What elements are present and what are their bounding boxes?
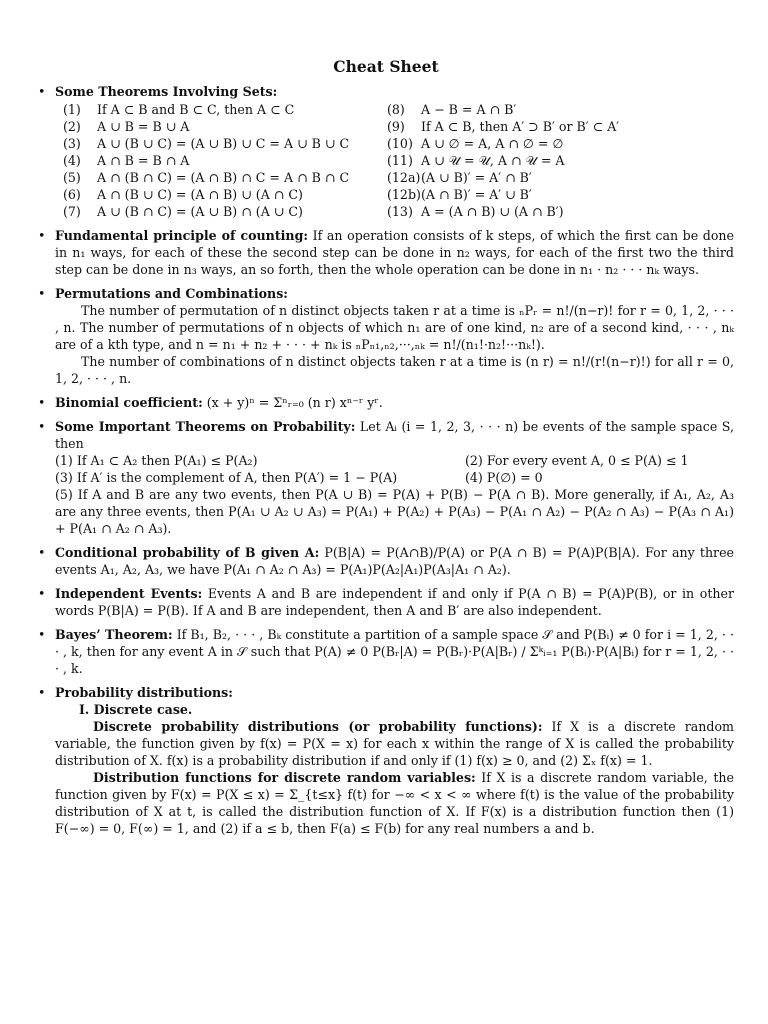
theorem-number: (13) [387,204,413,219]
theorem-expression: A ∩ (B ∪ C) = (A ∩ B) ∪ (A ∩ C) [97,187,303,202]
theorem-number: (8) [387,102,405,117]
paragraph-lead: Distribution functions for discrete random variables: [93,770,476,785]
set-theorem-row [63,118,619,135]
set-theorem-row [63,152,619,169]
section-heading: Binomial coefficient: [55,395,203,410]
set-theorem-row [63,135,619,152]
set-theorems-table [63,101,619,220]
theorem-expression: A ∪ ∅ = A, A ∩ ∅ = ∅ [421,136,564,151]
theorem-expression: A − B = A ∩ B′ [421,102,517,117]
section-intro: Let Aᵢ (i = 1, 2, 3, · · · n) be events of the sample space S, then [55,419,734,451]
theorem-number: (6) [63,187,81,202]
bullet-icon: • [38,627,46,642]
section-sets [38,83,734,220]
theorem-number: (2) [63,119,81,134]
bullet-icon: • [38,419,46,434]
theorem-expression: A = (A ∩ B) ∪ (A ∩ B′) [421,204,564,219]
section-independent [38,585,734,619]
section-probability-theorems [38,418,734,537]
bullet-icon: • [38,228,46,243]
page-title: Cheat Sheet [333,57,439,76]
section-binomial [38,394,734,411]
theorem-row [55,452,734,469]
theorem-3: (3) If A′ is the complement of A, then P(A′) = 1 − P(A) [55,470,398,485]
theorem-number: (12b) [387,187,421,202]
theorem-row [55,469,734,486]
section-heading: Some Theorems Involving Sets: [55,84,278,99]
theorem-number: (5) [63,170,81,185]
theorem-number: (3) [63,136,81,151]
theorem-4: (4) P(∅) = 0 [465,470,543,485]
section-permutations [38,285,734,387]
theorem-expression: (A ∪ B)′ = A′ ∩ B′ [421,170,532,185]
theorem-2: (2) For every event A, 0 ≤ P(A) ≤ 1 [465,453,689,468]
set-theorem-row [63,186,619,203]
set-theorem-row [63,203,619,220]
bullet-icon: • [38,395,46,410]
discrete-probability-paragraph [55,718,734,769]
section-heading: Conditional probability of B given A: [55,545,320,560]
binomial-formula: (x + y)ⁿ = Σⁿᵣ₌₀ (n r) xⁿ⁻ʳ yʳ. [206,395,383,410]
bullet-icon: • [38,545,46,560]
theorem-expression: A ∩ B = B ∩ A [97,153,190,168]
bullet-icon: • [38,286,46,301]
theorem-number: (9) [387,119,405,134]
theorem-expression: If A ⊂ B and B ⊂ C, then A ⊂ C [97,102,295,117]
section-heading: Permutations and Combinations: [55,286,288,301]
section-heading: Fundamental principle of counting: [55,228,309,243]
theorem-expression: A ∪ B = B ∪ A [97,119,190,134]
bullet-icon: • [38,84,46,99]
set-theorem-row [63,169,619,186]
theorem-expression: A ∪ (B ∩ C) = (A ∪ B) ∩ (A ∪ C) [97,204,303,219]
bullet-icon: • [38,685,46,700]
theorem-number: (7) [63,204,81,219]
section-body: If B₁, B₂, · · · , Bₖ constitute a partition of a sample space 𝒮 and P(Bᵢ) ≠ 0 for i = 1, 2, · · · , k, then for any event A in 𝒮 such that P(A) ≠ 0 P(Bᵣ|A) = P(Bᵣ)·P(A|Bᵣ) / Σᵏᵢ₌₁ P(Bᵢ)·P(A|Bᵢ) for r = 1, 2, · · · , k. [55,627,734,676]
permutations-paragraph: The number of permutation of n distinct objects taken r at a time is ₙPᵣ = n!/(n−r)! for r = 0, 1, 2, · · · , n. The number of permutations of n objects of which n₁ are of one kind, n₂ are of a second kind, · · · , nₖ are of a kth type, and n = n₁ + n₂ + · · · + nₖ is ₙPₙ₁,ₙ₂,···,ₙₖ = n!/(n₁!·n₂!···nₖ!). [55,303,734,352]
section-conditional [38,544,734,578]
theorem-number: (1) [63,102,81,117]
theorem-number: (11) [387,153,413,168]
section-heading: Probability distributions: [55,685,233,700]
distribution-function-paragraph [55,769,734,837]
section-heading: Some Important Theorems on Probability: [55,419,356,434]
theorem-number: (4) [63,153,81,168]
theorem-1: (1) If A₁ ⊂ A₂ then P(A₁) ≤ P(A₂) [55,453,258,468]
theorem-expression: If A ⊂ B, then A′ ⊃ B′ or B′ ⊂ A′ [421,119,620,134]
bullet-icon: • [38,586,46,601]
theorem-5: (5) If A and B are any two events, then P(A ∪ B) = P(A) + P(B) − P(A ∩ B). More generally, if A₁, A₂, A₃ are any three events, then P(A₁ ∪ A₂ ∪ A₃) = P(A₁) + P(A₂) + P(A₃) − P(A₁ ∩ A₂) − P(A₂ ∩ A₃) − P(A₃ ∩ A₁) + P(A₁ ∩ A₂ ∩ A₃). [55,487,734,536]
theorem-expression: A ∪ (B ∪ C) = (A ∪ B) ∪ C = A ∪ B ∪ C [97,136,350,151]
section-body: Events A and B are independent if and only if P(A ∩ B) = P(A)P(B), or in other words P(B|A) = P(B). If A and B are independent, then A and B′ are also independent. [55,586,734,618]
paragraph-body: If X is a discrete random variable, the function given by F(x) = P(X ≤ x) = Σ_{t≤x} f(t) for −∞ < x < ∞ where f(t) is the value of the probability distribution of X at t, is called the distribution function of X. If F(x) is a distribution function then (1) F(−∞) = 0, F(∞) = 1, and (2) if a ≤ b, then F(a) ≤ F(b) for any real numbers a and b. [55,770,734,836]
theorem-expression: A ∩ (B ∩ C) = (A ∩ B) ∩ C = A ∩ B ∩ C [97,170,350,185]
section-counting [38,227,734,278]
paragraph-body: If X is a discrete random variable, the function given by f(x) = P(X = x) for each x within the range of X is called the probability distribution of X. f(x) is a probability distribution if and only if (1) f(x) ≥ 0, and (2) Σₓ f(x) = 1. [55,719,734,768]
section-heading: Independent Events: [55,586,203,601]
theorem-number: (12a) [387,170,421,185]
paragraph-lead: Discrete probability distributions (or probability functions): [93,719,543,734]
theorem-expression: (A ∩ B)′ = A′ ∪ B′ [421,187,532,202]
set-theorem-row [63,101,619,118]
section-body: P(B|A) = P(A∩B)/P(A) or P(A ∩ B) = P(A)P(B|A). For any three events A₁, A₂, A₃, we have P(A₁ ∩ A₂ ∩ A₃) = P(A₁)P(A₂|A₁)P(A₃|A₁ ∩ A₂). [55,545,734,577]
section-distributions [38,684,734,837]
section-heading: Bayes’ Theorem: [55,627,173,642]
subsection-heading: I. Discrete case. [79,702,193,717]
theorem-expression: A ∪ 𝒰 = 𝒰, A ∩ 𝒰 = A [421,153,565,168]
theorem-number: (10) [387,136,413,151]
section-bayes [38,626,734,677]
section-body: If an operation consists of k steps, of which the first can be done in n₁ ways, for each of these the second step can be done in n₂ ways, for each of the first two the third step can be done in n₃ ways, an so forth, then the whole operation can be done in n₁ · n₂ · · · nₖ ways. [55,228,734,277]
combinations-paragraph: The number of combinations of n distinct objects taken r at a time is (n r) = n!/(r!(n−r)!) for all r = 0, 1, 2, · · · , n. [55,354,734,386]
